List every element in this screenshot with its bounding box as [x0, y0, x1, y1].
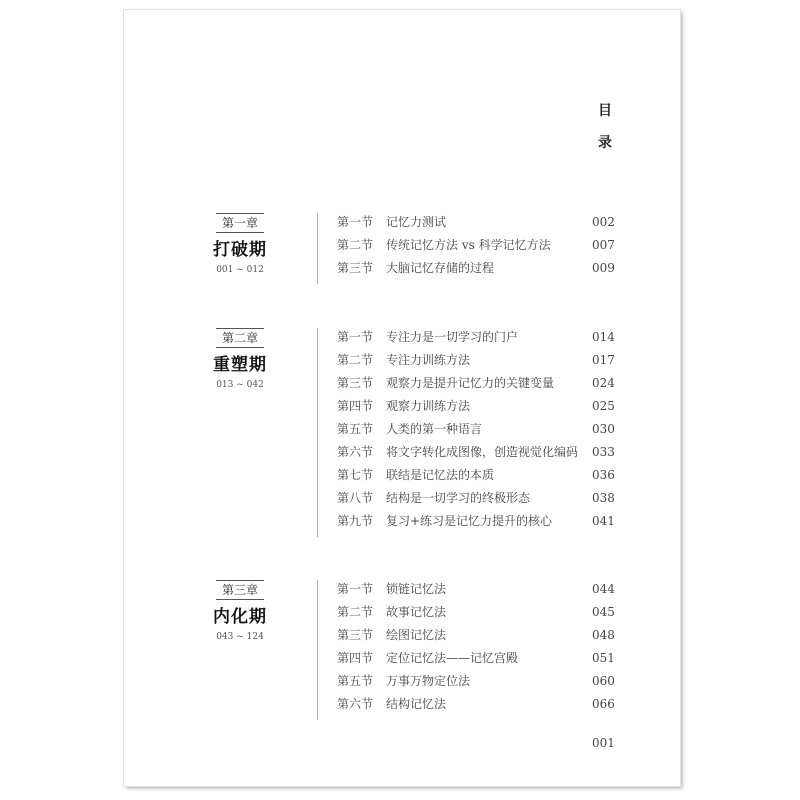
chapter-page-range: 013 ~ 042	[216, 380, 264, 390]
section-page-number: 025	[592, 399, 615, 413]
chapter-label: 第二章	[216, 328, 264, 348]
toc-entry[interactable]	[124, 647, 680, 669]
section-page-number: 009	[592, 261, 615, 275]
toc-entry[interactable]	[124, 578, 680, 600]
page-number: 001	[592, 736, 615, 750]
toc-entry[interactable]	[124, 624, 680, 646]
section-title: 观察力训练方法	[386, 399, 471, 413]
section-page-number: 051	[592, 651, 615, 665]
section-number: 第二节	[337, 605, 374, 619]
section-page-number: 045	[592, 605, 615, 619]
chapter-label: 第一章	[216, 213, 264, 233]
section-page-number: 044	[592, 582, 615, 596]
section-title: 大脑记忆存储的过程	[386, 261, 495, 275]
section-page-number: 024	[592, 376, 615, 390]
section-title: 定位记忆法——记忆宫殿	[386, 651, 519, 665]
section-title: 联结是记忆法的本质	[386, 468, 495, 482]
section-title: 专注力训练方法	[386, 353, 471, 367]
section-number: 第七节	[337, 468, 374, 482]
section-title: 将文字转化成图像，创造视觉化编码	[386, 445, 579, 459]
chapter-title: 打破期	[213, 240, 267, 260]
section-number: 第三节	[337, 261, 374, 275]
toc-entry[interactable]	[124, 601, 680, 623]
section-page-number: 066	[592, 697, 615, 711]
toc-entry[interactable]	[124, 257, 680, 279]
section-number: 第四节	[337, 651, 374, 665]
section-title: 万事万物定位法	[386, 674, 471, 688]
section-title: 结构记忆法	[386, 697, 447, 711]
section-page-number: 017	[592, 353, 615, 367]
section-number: 第五节	[337, 422, 374, 436]
toc-entry[interactable]	[124, 372, 680, 394]
section-number: 第五节	[337, 674, 374, 688]
chapter-page-range: 043 ~ 124	[216, 632, 264, 642]
toc-entry[interactable]	[124, 349, 680, 371]
toc-entry[interactable]	[124, 487, 680, 509]
section-number: 第八节	[337, 491, 374, 505]
section-number: 第六节	[337, 697, 374, 711]
section-number: 第二节	[337, 353, 374, 367]
section-number: 第九节	[337, 514, 374, 528]
section-page-number: 033	[592, 445, 615, 459]
section-number: 第一节	[337, 582, 374, 596]
section-number: 第一节	[337, 330, 374, 344]
toc-entry[interactable]	[124, 670, 680, 692]
chapter-title: 重塑期	[213, 355, 267, 375]
section-title: 人类的第一种语言	[386, 422, 483, 436]
section-number: 第三节	[337, 376, 374, 390]
section-number: 第一节	[337, 215, 374, 229]
section-title: 传统记忆方法 vs 科学记忆方法	[386, 238, 551, 252]
section-page-number: 038	[592, 491, 615, 505]
section-number: 第四节	[337, 399, 374, 413]
section-title: 结构是一切学习的终极形态	[386, 491, 531, 505]
section-page-number: 007	[592, 238, 615, 252]
toc-entry[interactable]	[124, 395, 680, 417]
toc-entry[interactable]	[124, 418, 680, 440]
section-number: 第六节	[337, 445, 374, 459]
section-title: 故事记忆法	[386, 605, 447, 619]
toc-entry[interactable]	[124, 234, 680, 256]
book-page	[124, 10, 680, 786]
section-page-number: 041	[592, 514, 615, 528]
toc-entry[interactable]	[124, 510, 680, 532]
section-number: 第二节	[337, 238, 374, 252]
section-title: 绘图记忆法	[386, 628, 447, 642]
section-title: 锁链记忆法	[386, 582, 447, 596]
toc-entry[interactable]	[124, 211, 680, 233]
toc-heading-char-1: 目	[598, 103, 612, 119]
section-page-number: 014	[592, 330, 615, 344]
toc-entry[interactable]	[124, 693, 680, 715]
toc-entry[interactable]	[124, 441, 680, 463]
chapter-title: 内化期	[213, 607, 267, 627]
section-number: 第三节	[337, 628, 374, 642]
chapter-label: 第三章	[216, 580, 264, 600]
section-title: 记忆力测试	[386, 215, 447, 229]
section-page-number: 030	[592, 422, 615, 436]
section-title: 专注力是一切学习的门户	[386, 330, 519, 344]
section-page-number: 048	[592, 628, 615, 642]
toc-entry[interactable]	[124, 326, 680, 348]
chapter-page-range: 001 ~ 012	[216, 265, 264, 275]
section-title: 观察力是提升记忆力的关键变量	[386, 376, 555, 390]
section-page-number: 002	[592, 215, 615, 229]
section-page-number: 036	[592, 468, 615, 482]
toc-entry[interactable]	[124, 464, 680, 486]
section-title: 复习+练习是记忆力提升的核心	[386, 514, 553, 528]
toc-heading-char-2: 录	[598, 135, 612, 151]
section-page-number: 060	[592, 674, 615, 688]
